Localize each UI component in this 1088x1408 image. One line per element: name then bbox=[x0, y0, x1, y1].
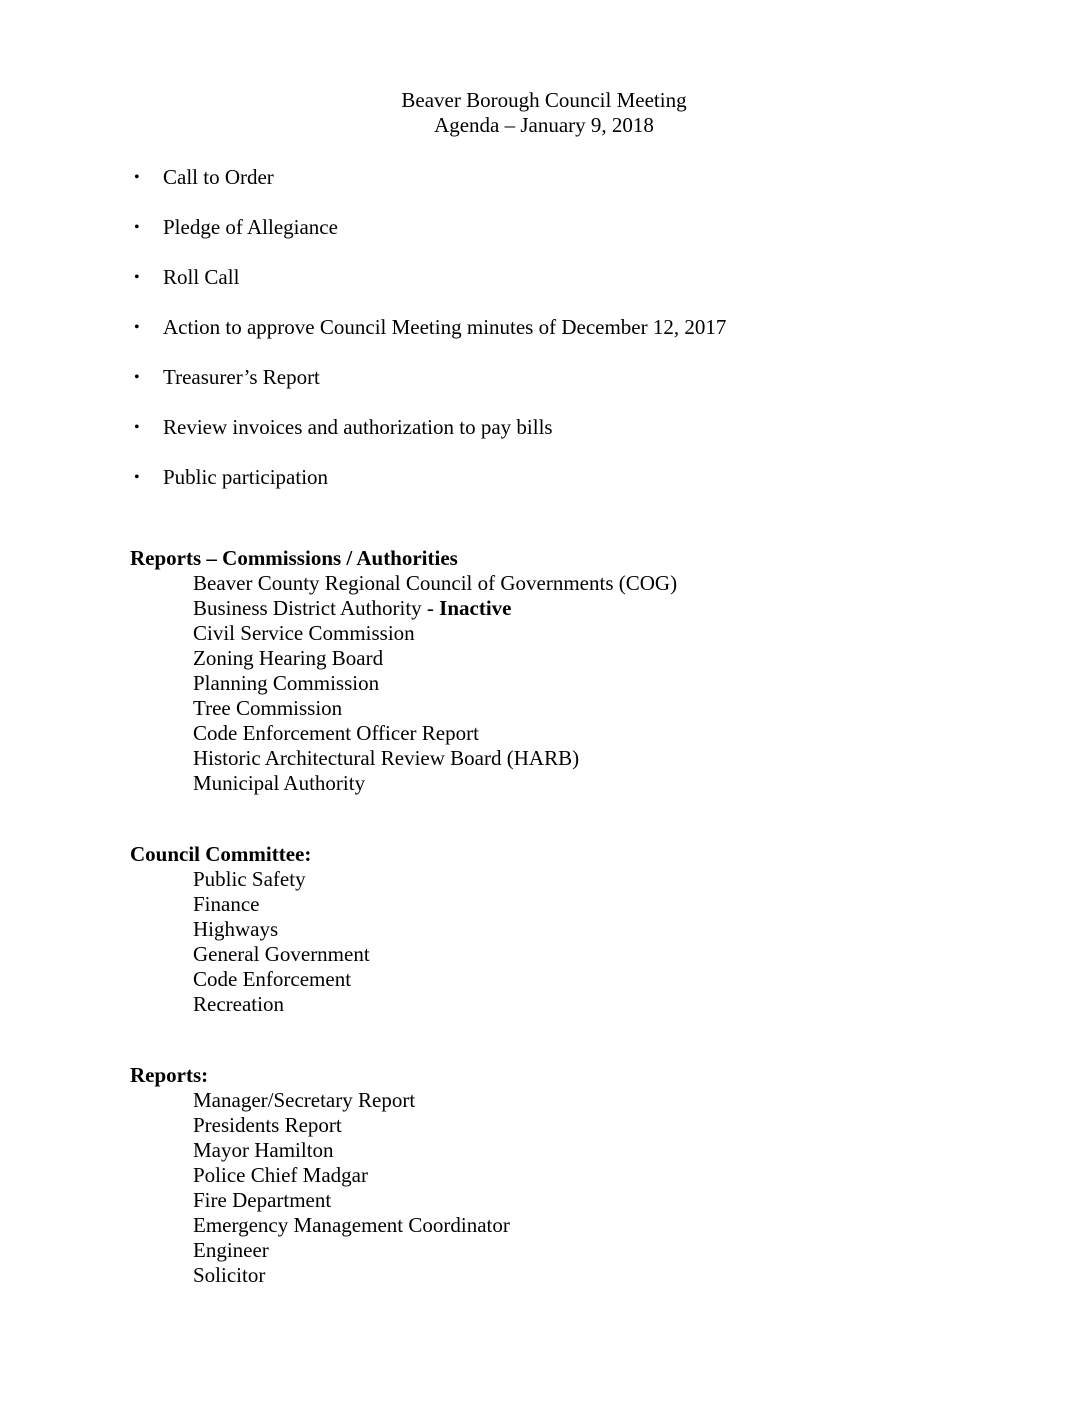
section-item-label: Solicitor bbox=[193, 1263, 266, 1287]
section-item bbox=[193, 671, 1088, 696]
agenda-item bbox=[133, 166, 1088, 188]
section-item bbox=[193, 1263, 1088, 1288]
section-item bbox=[193, 1113, 1088, 1138]
section-item-label: Recreation bbox=[193, 992, 284, 1016]
section-item-list bbox=[130, 571, 1088, 796]
agenda-item-label: Action to approve Council Meeting minutes of December 12, 2017 bbox=[163, 315, 727, 339]
section-heading: Reports: bbox=[130, 1063, 209, 1087]
section-item-bold-label: Inactive bbox=[439, 596, 512, 620]
section-item bbox=[193, 1188, 1088, 1213]
section-item-label: Civil Service Commission bbox=[193, 621, 415, 645]
agenda-item-label: Public participation bbox=[163, 465, 329, 489]
section-item bbox=[193, 942, 1088, 967]
section-item-label: Emergency Management Coordinator bbox=[193, 1213, 510, 1237]
section-item-label: Business District Authority - bbox=[193, 596, 440, 620]
section-item bbox=[193, 621, 1088, 646]
section-item bbox=[193, 721, 1088, 746]
section-item-label: Manager/Secretary Report bbox=[193, 1088, 416, 1112]
agenda-item-label: Treasurer’s Report bbox=[163, 365, 320, 389]
agenda-item bbox=[133, 366, 1088, 388]
section-item-label: Finance bbox=[193, 892, 260, 916]
section-item-label: Municipal Authority bbox=[193, 771, 366, 795]
section-item bbox=[193, 1238, 1088, 1263]
section-item-label: Tree Commission bbox=[193, 696, 343, 720]
document-section bbox=[130, 1063, 1088, 1288]
section-item-label: Code Enforcement Officer Report bbox=[193, 721, 479, 745]
section-item bbox=[193, 746, 1088, 771]
section-item-list bbox=[130, 867, 1088, 1017]
section-heading: Council Committee: bbox=[130, 842, 312, 866]
agenda-item-label: Review invoices and authorization to pay bills bbox=[163, 415, 553, 439]
agenda-item-label: Call to Order bbox=[163, 165, 274, 189]
agenda-item bbox=[133, 216, 1088, 238]
document-title bbox=[0, 88, 1088, 138]
section-item bbox=[193, 867, 1088, 892]
section-item-label: Presidents Report bbox=[193, 1113, 342, 1137]
bullet-icon: • bbox=[134, 319, 140, 336]
agenda-item bbox=[133, 416, 1088, 438]
section-item-label: Planning Commission bbox=[193, 671, 380, 695]
sections-container bbox=[0, 546, 1088, 1288]
agenda-item-label: Pledge of Allegiance bbox=[163, 215, 338, 239]
section-item-label: Zoning Hearing Board bbox=[193, 646, 384, 670]
agenda-item-label: Roll Call bbox=[163, 265, 240, 289]
section-item-label: General Government bbox=[193, 942, 370, 966]
bullet-icon: • bbox=[134, 219, 140, 236]
document-section bbox=[130, 546, 1088, 796]
section-item-label: Code Enforcement bbox=[193, 967, 352, 991]
section-item-label: Engineer bbox=[193, 1238, 269, 1262]
section-item-label: Public Safety bbox=[193, 867, 306, 891]
section-item bbox=[193, 596, 1088, 621]
section-item-label: Fire Department bbox=[193, 1188, 332, 1212]
section-item-label: Highways bbox=[193, 917, 279, 941]
agenda-item bbox=[133, 466, 1088, 488]
section-item bbox=[193, 1138, 1088, 1163]
section-item-label: Historic Architectural Review Board (HARB) bbox=[193, 746, 580, 770]
section-item bbox=[193, 1213, 1088, 1238]
bullet-icon: • bbox=[134, 269, 140, 286]
section-item bbox=[193, 917, 1088, 942]
section-item bbox=[193, 571, 1088, 596]
document-title-line1: Beaver Borough Council Meeting bbox=[401, 88, 687, 112]
agenda-bullet-list bbox=[133, 166, 1088, 488]
agenda-item bbox=[133, 266, 1088, 288]
section-item bbox=[193, 1088, 1088, 1113]
section-item bbox=[193, 771, 1088, 796]
section-item bbox=[193, 967, 1088, 992]
document-section bbox=[130, 842, 1088, 1017]
section-item bbox=[193, 892, 1088, 917]
section-item bbox=[193, 992, 1088, 1017]
section-item bbox=[193, 696, 1088, 721]
section-item bbox=[193, 1163, 1088, 1188]
section-item-label: Police Chief Madgar bbox=[193, 1163, 368, 1187]
section-item-label: Mayor Hamilton bbox=[193, 1138, 334, 1162]
bullet-icon: • bbox=[134, 419, 140, 436]
bullet-icon: • bbox=[134, 169, 140, 186]
section-heading: Reports – Commissions / Authorities bbox=[130, 546, 458, 570]
section-item-list bbox=[130, 1088, 1088, 1288]
section-item bbox=[193, 646, 1088, 671]
bullet-icon: • bbox=[134, 369, 140, 386]
section-item-label: Beaver County Regional Council of Governments (COG) bbox=[193, 571, 678, 595]
agenda-item bbox=[133, 316, 1088, 338]
document-title-line2: Agenda – January 9, 2018 bbox=[434, 113, 654, 137]
bullet-icon: • bbox=[134, 469, 140, 486]
